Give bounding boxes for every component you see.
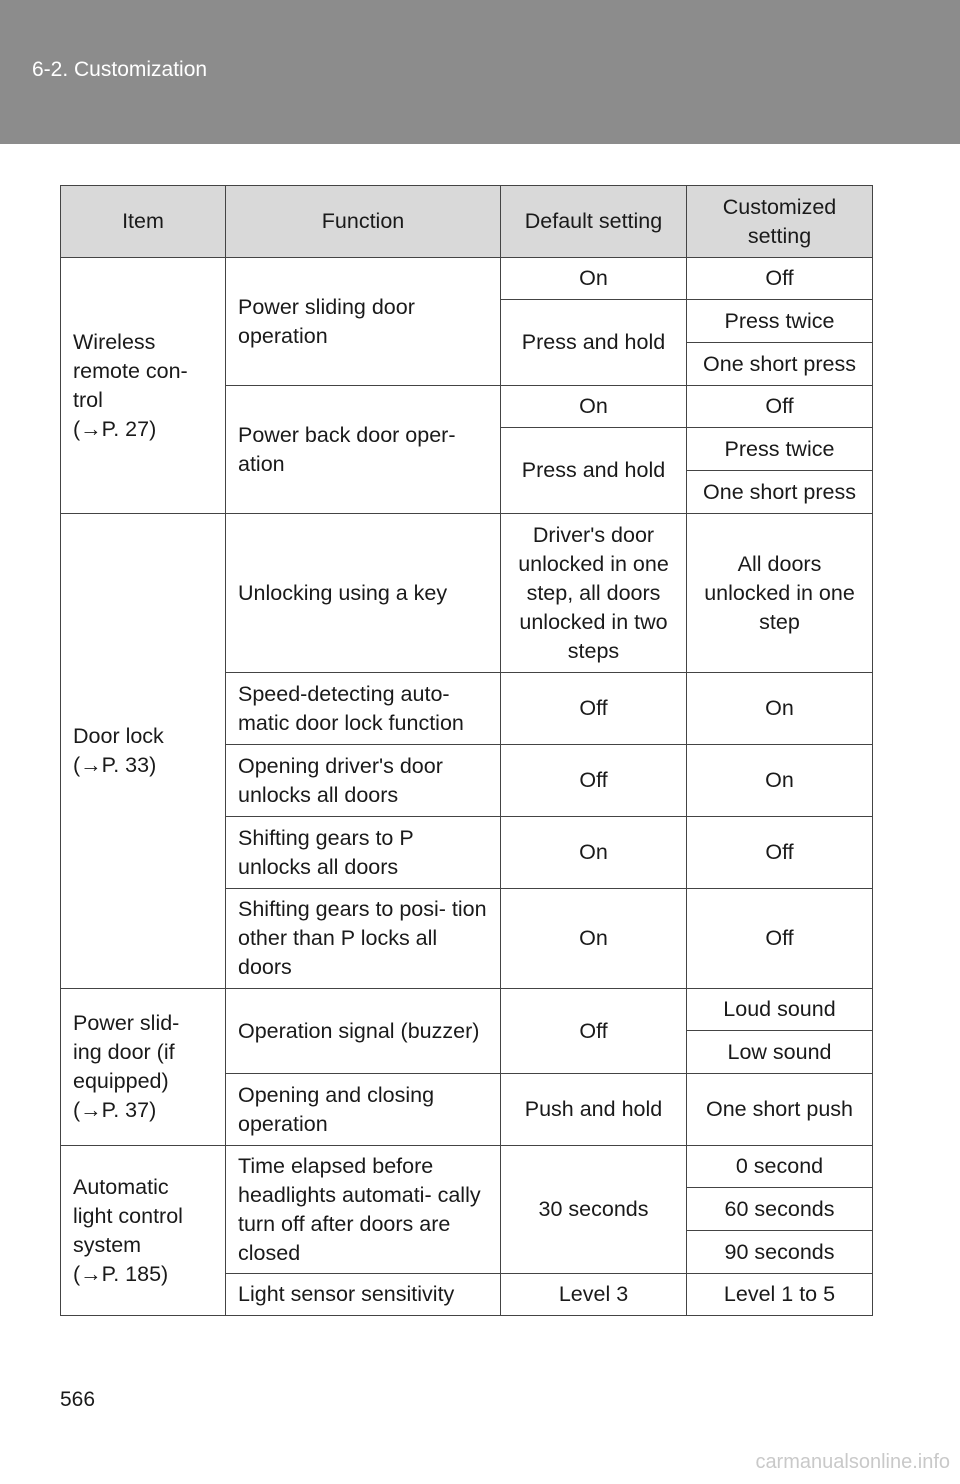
custom-cell: Loud sound	[687, 989, 873, 1031]
table-row	[61, 989, 873, 1031]
table-row	[61, 1146, 873, 1188]
default-cell: Off	[501, 673, 687, 745]
default-cell: On	[501, 386, 687, 428]
function-cell: Unlocking using a key	[226, 514, 501, 673]
function-cell: Opening driver's door unlocks all doors	[226, 745, 501, 817]
col-header-default: Default setting	[501, 186, 687, 258]
custom-cell: One short press	[687, 343, 873, 386]
function-cell: Light sensor sensitivity	[226, 1274, 501, 1316]
watermark: carmanualsonline.info	[755, 1451, 950, 1473]
default-cell: Off	[501, 989, 687, 1074]
custom-cell: 0 second	[687, 1146, 873, 1188]
custom-cell: On	[687, 673, 873, 745]
default-cell: Press and hold	[501, 428, 687, 514]
page-header	[0, 0, 960, 144]
default-cell: Level 3	[501, 1274, 687, 1316]
function-cell: Power sliding door operation	[226, 258, 501, 386]
custom-cell: On	[687, 745, 873, 817]
function-cell: Opening and closing operation	[226, 1074, 501, 1146]
default-cell: On	[501, 889, 687, 989]
custom-cell: 60 seconds	[687, 1188, 873, 1231]
custom-cell: One short press	[687, 471, 873, 514]
col-header-function: Function	[226, 186, 501, 258]
custom-cell: Off	[687, 889, 873, 989]
function-cell: Speed-detecting auto- matic door lock function	[226, 673, 501, 745]
col-header-customized: Customized setting	[687, 186, 873, 258]
item-wireless: Wireless remote con- trol (→P. 27)	[61, 258, 226, 514]
function-cell: Operation signal (buzzer)	[226, 989, 501, 1074]
item-automatic-light: Automatic light control system (→P. 185)	[61, 1146, 226, 1316]
table-row	[61, 258, 873, 300]
item-door-lock: Door lock (→P. 33)	[61, 514, 226, 989]
custom-cell: Off	[687, 258, 873, 300]
custom-cell: Off	[687, 386, 873, 428]
section-title: 6-2. Customization	[32, 58, 208, 81]
col-header-item: Item	[61, 186, 226, 258]
item-power-sliding-door: Power slid- ing door (if equipped) (→P. 37)	[61, 989, 226, 1146]
table-row	[61, 514, 873, 673]
custom-cell: Off	[687, 817, 873, 889]
default-cell: On	[501, 817, 687, 889]
custom-cell: Press twice	[687, 428, 873, 471]
default-cell: Off	[501, 745, 687, 817]
function-cell: Shifting gears to posi- tion other than P locks all doors	[226, 889, 501, 989]
default-cell: Driver's door unlocked in one step, all doors unlocked in two steps	[501, 514, 687, 673]
custom-cell: 90 seconds	[687, 1231, 873, 1274]
function-cell: Shifting gears to P unlocks all doors	[226, 817, 501, 889]
function-cell: Power back door oper- ation	[226, 386, 501, 514]
customization-table	[60, 185, 873, 1316]
function-cell: Time elapsed before headlights automati- cally turn off after doors are closed	[226, 1146, 501, 1274]
page-number: 566	[60, 1388, 96, 1411]
custom-cell: Low sound	[687, 1031, 873, 1074]
default-cell: On	[501, 258, 687, 300]
custom-cell: All doors unlocked in one step	[687, 514, 873, 673]
default-cell: Press and hold	[501, 300, 687, 386]
custom-cell: One short push	[687, 1074, 873, 1146]
default-cell: Push and hold	[501, 1074, 687, 1146]
custom-cell: Press twice	[687, 300, 873, 343]
default-cell: 30 seconds	[501, 1146, 687, 1274]
custom-cell: Level 1 to 5	[687, 1274, 873, 1316]
table-header-row	[61, 186, 873, 258]
